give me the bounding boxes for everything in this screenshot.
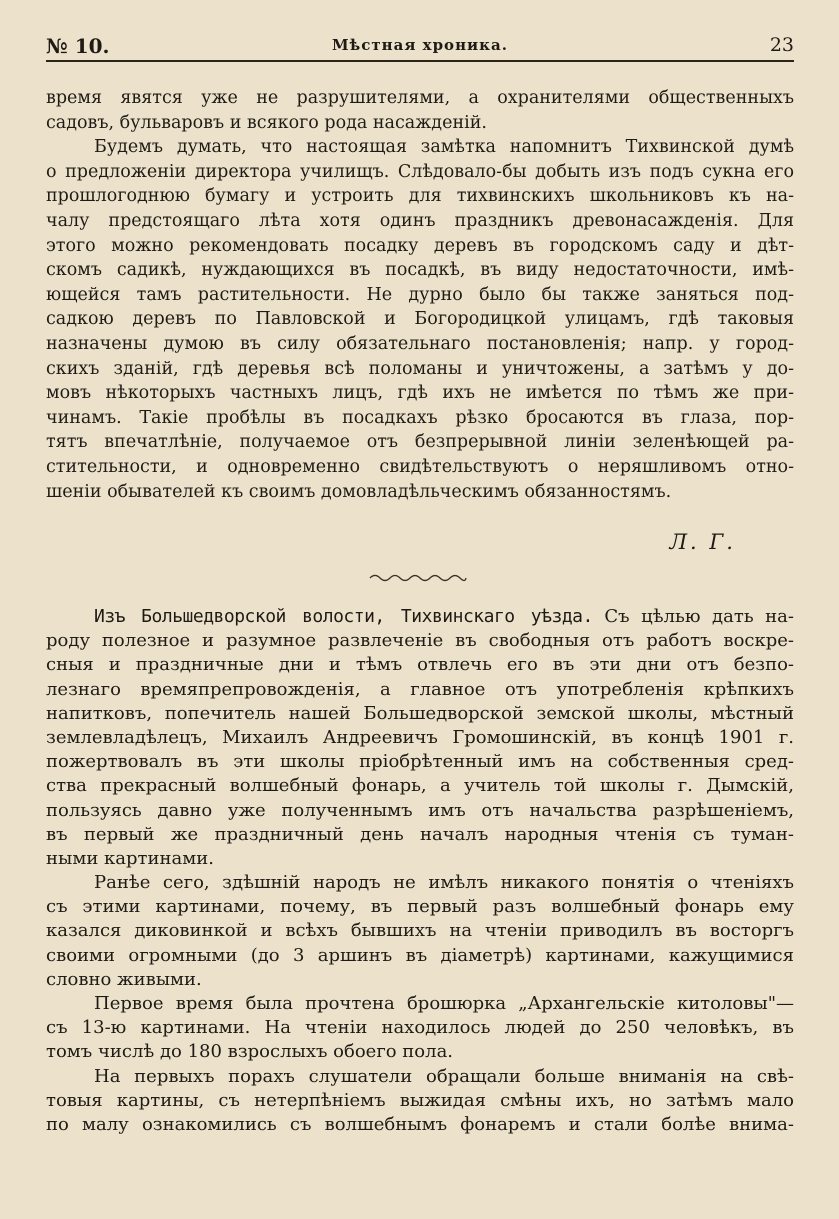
- article-lead: Изъ Большедворской волости, Тихвинскаго уѣзда.: [94, 606, 593, 627]
- article-1-text: [46, 86, 794, 504]
- text-line: ства прекрасный волшебный фонарь, а учитель той школы г. Дымскій,: [46, 775, 794, 797]
- text-line: напитковъ, попечитель нашей Большедворской земской школы, мѣстный: [46, 702, 794, 724]
- text-line: чалу предстоящаго лѣта хотя одинъ праздникъ древонасажденія. Для: [46, 210, 794, 231]
- text-line: пользуясь давно уже полученнымъ имъ отъ начальства разрѣшеніемъ,: [46, 799, 794, 821]
- text-line: время явятся уже не разрушителями, а охранителями общественныхъ: [46, 88, 794, 108]
- text-line: На первыхъ порахъ слушатели обращали больше вниманія на свѣ-: [94, 1065, 794, 1087]
- lead-line-rest: Съ цѣлью дать на-: [604, 606, 794, 627]
- text-line: съ 13-ю картинами. На чтеніи находилось людей до 250 человѣкъ, въ: [46, 1017, 794, 1039]
- text-line: въ первый же праздничный день началъ народныя чтенія съ туман-: [46, 823, 794, 845]
- section-title: Мѣстная хроника.: [332, 36, 508, 54]
- text-line: чинамъ. Такіе пробѣлы въ посадкахъ рѣзко бросаются въ глаза, пор-: [46, 407, 794, 428]
- text-line: землевладѣлецъ, Михаилъ Андреевичъ Громошинскій, въ концѣ 1901 г.: [46, 726, 794, 748]
- text-line: Будемъ думать, что настоящая замѣтка напомнитъ Тихвинской думѣ: [94, 137, 794, 158]
- text-line: роду полезное и разумное развлеченіе въ свободныя отъ работъ воскре-: [46, 630, 794, 652]
- text-line: съ этими картинами, почему, въ первый разъ волшебный фонарь ему: [46, 896, 794, 918]
- text-line: своими огромными (до 3 аршинъ въ діаметрѣ) картинами, кажущимися: [46, 944, 794, 966]
- text-line: шеніи обывателей къ своимъ домовладѣльческимъ обязанностямъ.: [46, 481, 672, 502]
- text-line: лезнаго времяпрепровожденія, а главное отъ употребленія крѣпкихъ: [46, 678, 794, 700]
- text-line: ющейся тамъ растительности. Не дурно было бы также заняться под-: [46, 284, 794, 305]
- section-divider: [368, 572, 468, 584]
- text-line: томъ числѣ до 180 взрослыхъ обоего пола.: [46, 1041, 454, 1063]
- text-line: садкою деревъ по Павловской и Богородицкой улицамъ, гдѣ таковыя: [46, 309, 794, 330]
- text-line: товыя картины, съ нетерпѣніемъ выжидая смѣны ихъ, но затѣмъ мало: [46, 1089, 794, 1111]
- text-line: сныя и праздничные дни и тѣмъ отвлечь его въ эти дни отъ безпо-: [46, 654, 794, 676]
- text-line: скомъ садикѣ, нуждающихся въ посадкѣ, въ виду недостаточности, имѣ-: [46, 260, 794, 281]
- text-line: стительности, и одновременно свидѣтельствуютъ о неряшливомъ отно-: [46, 456, 794, 477]
- running-header: [46, 34, 794, 60]
- text-line: по малу ознакомились съ волшебнымъ фонаремъ и стали болѣе внима-: [46, 1113, 794, 1135]
- text-line: этого можно рекомендовать посадку деревъ въ городскомъ саду и дѣт-: [46, 235, 794, 256]
- article-2-text: [46, 605, 794, 1137]
- text-line: скихъ зданій, гдѣ деревья всѣ поломаны и уничтожены, а затѣмъ у до-: [46, 358, 794, 379]
- page-number: 23: [769, 34, 794, 56]
- text-line: пожертвовалъ въ эти школы пріобрѣтенный имъ на собственныя сред-: [46, 751, 794, 773]
- text-line: ными картинами.: [46, 847, 214, 869]
- issue-number: № 10.: [46, 34, 110, 58]
- text-line: тятъ впечатлѣніе, получаемое отъ безпрерывной линіи зеленѣющей ра-: [46, 432, 794, 453]
- text-line: мовъ нѣкоторыхъ частныхъ лицъ, гдѣ ихъ не имѣется по тѣмъ же при-: [46, 383, 794, 404]
- text-line: садовъ, бульваровъ и всякого рода насажденій.: [46, 112, 487, 133]
- text-line: назначены думою въ силу обязательнаго постановленія; напр. у город-: [46, 333, 794, 354]
- text-line: словно живыми.: [46, 968, 202, 990]
- text-line: о предложеніи директора училищъ. Слѣдовало-бы добыть изъ подъ сукна его: [46, 161, 794, 182]
- lead-line: [46, 605, 794, 629]
- text-line: Ранѣе сего, здѣшній народъ не имѣлъ никакого понятія о чтеніяхъ: [94, 872, 794, 894]
- text-line: казался диковинкой и всѣхъ бывшихъ на чтеніи приводилъ въ восторгъ: [46, 920, 794, 942]
- text-line: прошлогоднюю бумагу и устроить для тихвинскихъ школьниковъ къ на-: [46, 186, 794, 207]
- author-signature: Л. Г.: [669, 530, 736, 554]
- header-rule: [46, 60, 794, 62]
- text-line: Первое время была прочтена брошюрка „Архангельскіе китоловы"—: [94, 993, 794, 1014]
